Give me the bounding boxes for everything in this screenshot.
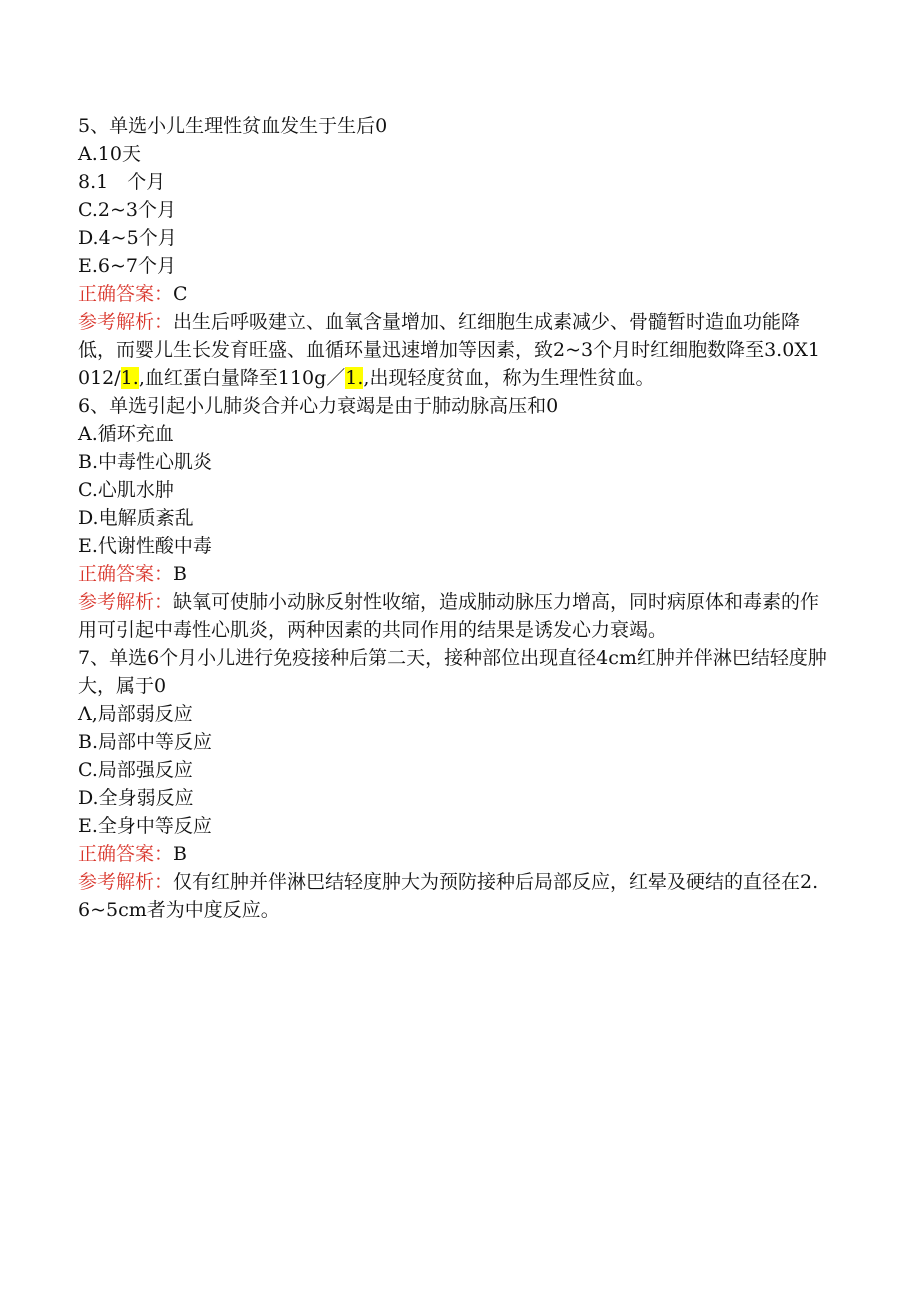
option-b: B.中毒性心肌炎	[78, 451, 213, 473]
option-e: E.全身中等反应	[78, 815, 212, 837]
option-c: C.心肌水肿	[78, 479, 174, 501]
document-content	[78, 112, 828, 924]
answer-label: 正确答案：	[78, 843, 174, 865]
answer-line	[78, 840, 828, 868]
highlighted-text: 1.	[120, 367, 139, 389]
option-a: Λ,局部弱反应	[78, 703, 193, 725]
option-d: D.4~5个月	[78, 227, 177, 249]
option-b: B.局部中等反应	[78, 731, 213, 753]
question-6	[78, 392, 828, 644]
question-5	[78, 112, 828, 392]
analysis-label: 参考解析：	[78, 591, 174, 613]
question-stem: 6、单选引起小儿肺炎合并心力衰竭是由于肺动脉高压和0	[78, 395, 559, 417]
question-stem: 5、单选小儿生理性贫血发生于生后0	[78, 115, 388, 137]
option-c: C.2~3个月	[78, 199, 176, 221]
analysis-paragraph	[78, 588, 828, 644]
analysis-paragraph	[78, 868, 828, 924]
analysis-paragraph	[78, 308, 828, 392]
answer-label: 正确答案：	[78, 563, 174, 585]
option-e: E.6~7个月	[78, 255, 177, 277]
answer-value: B	[173, 843, 187, 865]
highlighted-text: 1.	[345, 367, 364, 389]
option-d: D.电解质紊乱	[78, 507, 194, 529]
answer-label: 正确答案：	[78, 283, 174, 305]
option-a: A.循环充血	[78, 423, 174, 445]
question-7	[78, 644, 828, 924]
question-stem: 7、单选6个月小儿进行免疫接种后第二天，接种部位出现直径4cm红肿并伴淋巴结轻度肿大，属于0	[78, 647, 827, 697]
option-b: 8.1 个月	[78, 171, 166, 193]
analysis-label: 参考解析：	[78, 311, 174, 333]
analysis-text: ,血红蛋白量降至110g／	[138, 367, 346, 389]
answer-line	[78, 560, 828, 588]
analysis-text: 仅有红肿并伴淋巴结轻度肿大为预防接种后局部反应，红晕及硬结的直径在2.6~5cm者为中度反应。	[78, 871, 819, 921]
analysis-label: 参考解析：	[78, 871, 174, 893]
answer-value: B	[173, 563, 187, 585]
option-d: D.全身弱反应	[78, 787, 194, 809]
answer-line	[78, 280, 828, 308]
analysis-text: ,出现轻度贫血，称为生理性贫血。	[363, 367, 655, 389]
option-c: C.局部强反应	[78, 759, 193, 781]
analysis-text: 出生后呼吸建立、血氧含量增加、红细胞生成素减少、骨髓暂时造血功能降低，而婴儿生长发育旺盛、血循环量迅速增加等因素，致2~3个月时红细胞数降至3.0X1012/	[78, 311, 820, 389]
option-e: E.代谢性酸中毒	[78, 535, 212, 557]
option-a: A.10天	[78, 143, 141, 165]
answer-value: C	[173, 283, 188, 305]
analysis-text: 缺氧可使肺小动脉反射性收缩，造成肺动脉压力增高，同时病原体和毒素的作用可引起中毒性心肌炎，两种因素的共同作用的结果是诱发心力衰竭。	[78, 591, 820, 641]
